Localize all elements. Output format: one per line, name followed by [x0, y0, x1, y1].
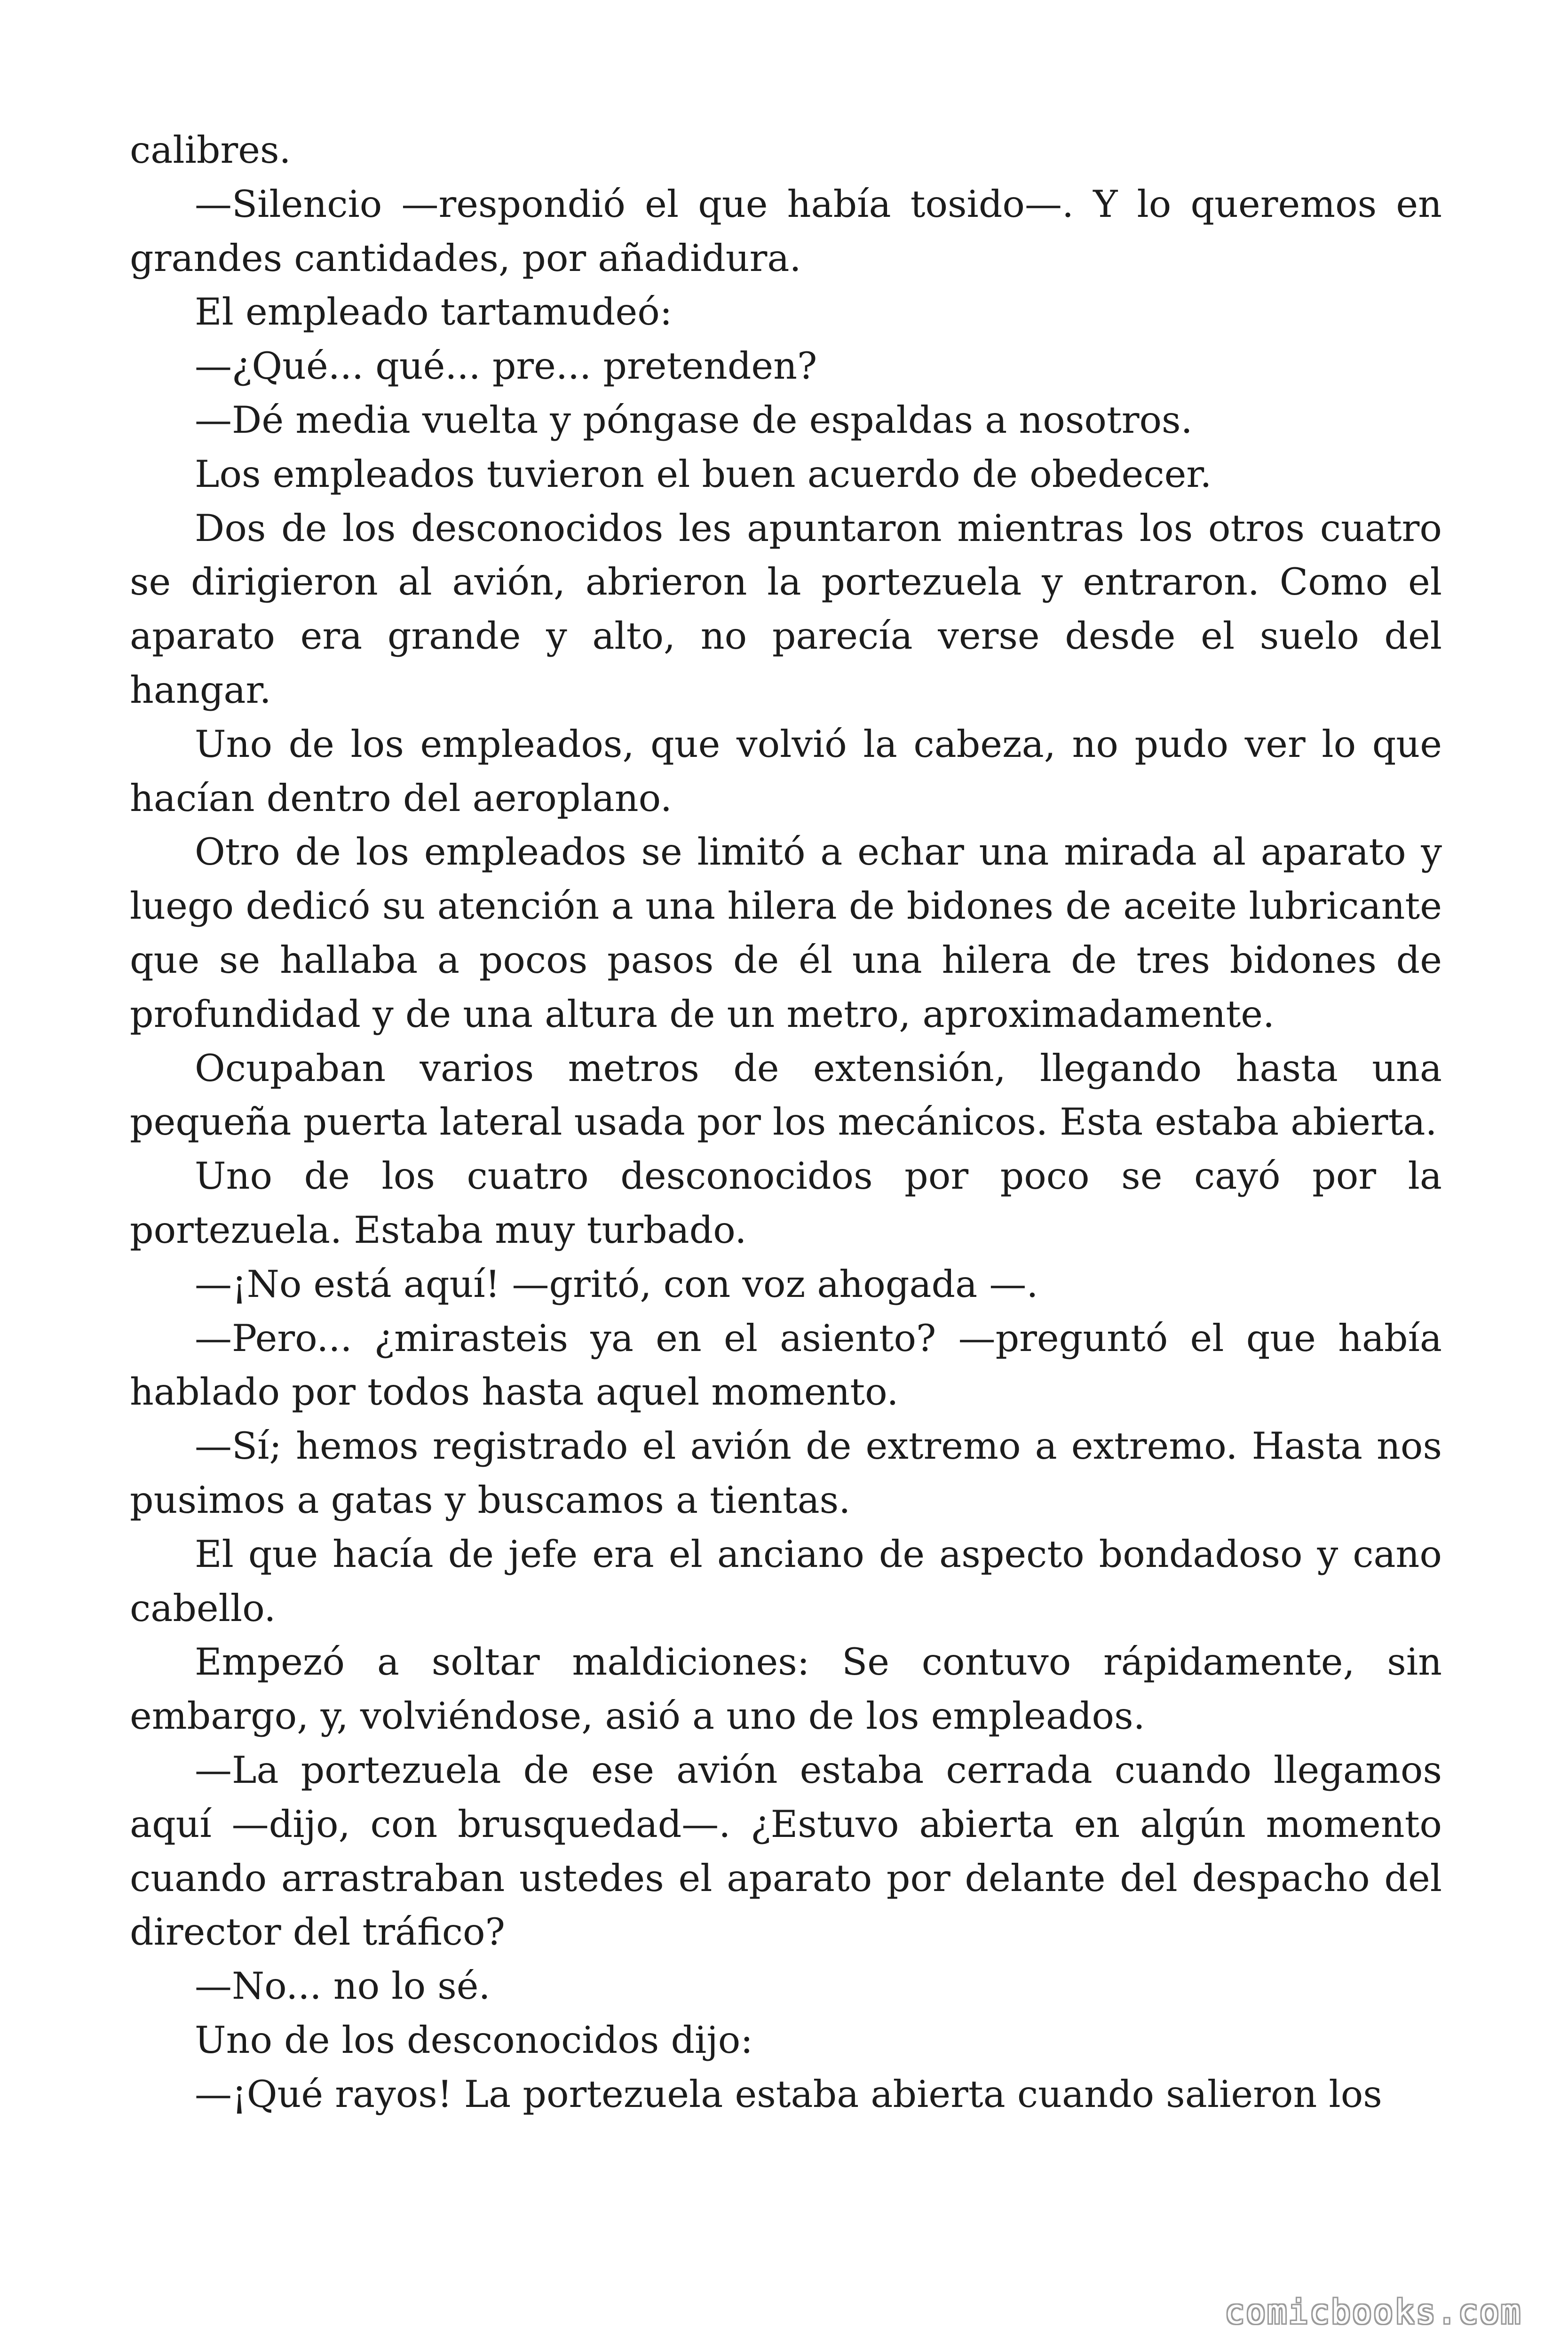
- paragraph: —Silencio —respondió el que había tosido—. Y lo queremos en grandes cantidades, por añadidura.: [130, 182, 1442, 280]
- book-page-text: [130, 123, 1442, 2121]
- paragraph: El empleado tartamudeó:: [195, 290, 673, 334]
- paragraph: Dos de los desconocidos les apuntaron mientras los otros cuatro se dirigieron al avión, abrieron la portezuela y entraron. Como el aparato era grande y alto, no parecía verse desde el suelo del hangar.: [130, 506, 1442, 712]
- paragraph: Otro de los empleados se limitó a echar una mirada al aparato y luego dedicó su atención a una hilera de bidones de aceite lubricante que se hallaba a pocos pasos de él una hilera de tres bidones de profundidad y de una altura de un metro, aproximadamente.: [130, 830, 1442, 1036]
- paragraph: Los empleados tuvieron el buen acuerdo de obedecer.: [195, 452, 1212, 496]
- paragraph: —No... no lo sé.: [195, 1964, 491, 2008]
- paragraph: —Sí; hemos registrado el avión de extremo a extremo. Hasta nos pusimos a gatas y buscamos a tientas.: [130, 1424, 1442, 1522]
- paragraph: Uno de los cuatro desconocidos por poco se cayó por la portezuela. Estaba muy turbado.: [130, 1154, 1442, 1252]
- paragraph: —La portezuela de ese avión estaba cerrada cuando llegamos aquí —dijo, con brusquedad—. ¿Estuvo abierta en algún momento cuando arrastraban ustedes el aparato por delante del despacho del director del tráfico?: [130, 1748, 1442, 1954]
- paragraph: —¡Qué rayos! La portezuela estaba abierta cuando salieron los: [195, 2072, 1382, 2116]
- paragraph: Uno de los desconocidos dijo:: [195, 2018, 753, 2062]
- paragraph: —Dé media vuelta y póngase de espaldas a nosotros.: [195, 398, 1193, 442]
- paragraph: —Pero... ¿mirasteis ya en el asiento? —preguntó el que había hablado por todos hasta aquel momento.: [130, 1316, 1442, 1414]
- paragraph: Uno de los empleados, que volvió la cabeza, no pudo ver lo que hacían dentro del aeroplano.: [130, 722, 1442, 820]
- watermark: comicbooks.com: [1224, 2293, 1522, 2331]
- paragraph: calibres.: [130, 128, 291, 172]
- paragraph: El que hacía de jefe era el anciano de aspecto bondadoso y cano cabello.: [130, 1532, 1442, 1630]
- paragraph: —¿Qué... qué... pre... pretenden?: [195, 344, 817, 388]
- paragraph: Empezó a soltar maldiciones: Se contuvo rápidamente, sin embargo, y, volviéndose, asió a uno de los empleados.: [130, 1640, 1442, 1738]
- paragraph: Ocupaban varios metros de extensión, llegando hasta una pequeña puerta lateral usada por los mecánicos. Esta estaba abierta.: [130, 1046, 1442, 1144]
- paragraph: —¡No está aquí! —gritó, con voz ahogada —.: [195, 1262, 1038, 1306]
